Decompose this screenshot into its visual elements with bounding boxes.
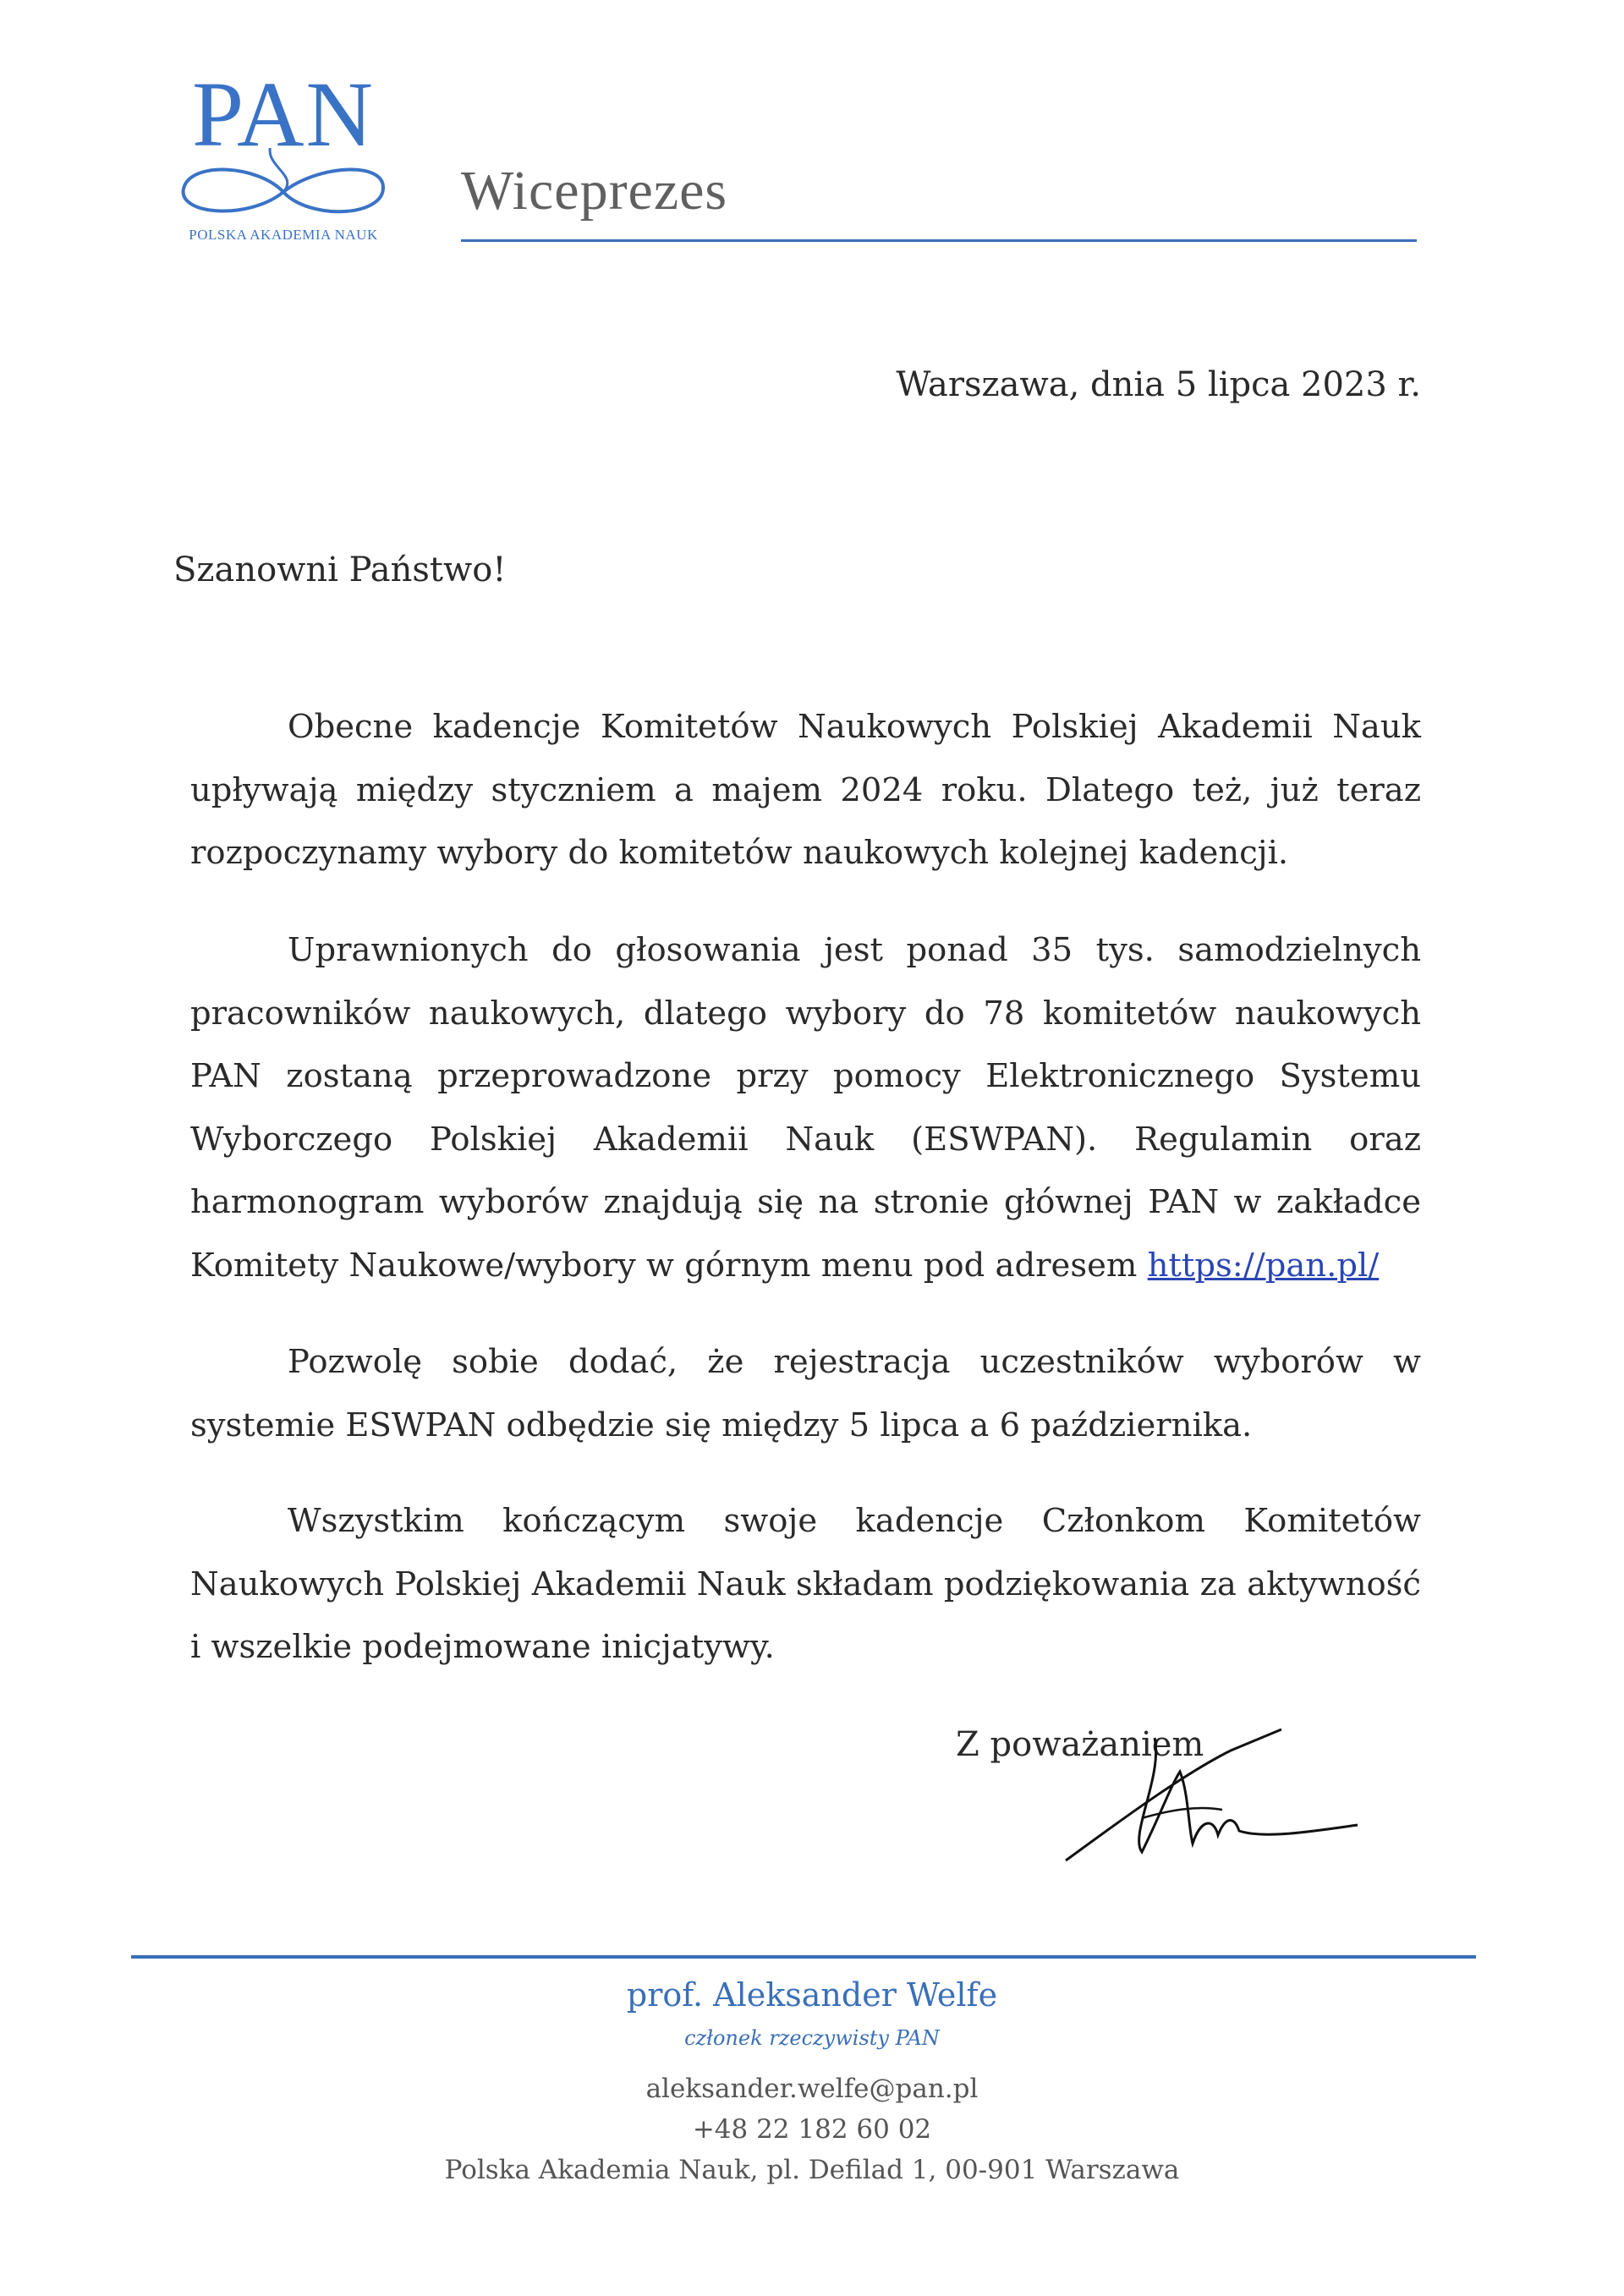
- signatory-role: członek rzeczywisty PAN: [684, 2026, 940, 2050]
- logo-subtitle: POLSKA AKADEMIA NAUK: [189, 227, 378, 243]
- footer-divider: [131, 1955, 1476, 1959]
- contact-email[interactable]: aleksander.welfe@pan.pl: [645, 2074, 979, 2104]
- header-divider: [461, 239, 1417, 242]
- letter-paragraph-1: [190, 696, 1421, 885]
- letter-greeting: Szanowni Państwo!: [173, 551, 507, 589]
- pan-website-link[interactable]: https://pan.pl/: [1147, 1246, 1380, 1285]
- paragraph-1-text: Obecne kadencje Komitetów Naukowych Polskiej Akademii Nauk upływają między styczniem a majem 2024 roku. Dlatego też, już teraz rozpoczynamy wybory do komitetów naukowych kolejnej kadencji.: [190, 708, 1421, 872]
- letter-paragraph-4: [190, 1490, 1421, 1680]
- paragraph-2-text: [190, 919, 1421, 1297]
- signatory-name: prof. Aleksander Welfe: [626, 1976, 998, 2014]
- paragraph-2-body: Uprawnionych do głosowania jest ponad 35 tys. samodzielnych pracowników naukowych, dlatego wybory do 78 komitetów naukowych PAN zostaną przeprowadzone przy pomocy Elektronicznego Systemu Wyborczego Polskiej Akademii Nauk (ESWPAN). Regulamin oraz harmonogram wyborów znajdują się na stronie głównej PAN w zakładce Komitety Naukowe/wybory w górnym menu pod adresem: [190, 931, 1421, 1285]
- letter-paragraph-2: [190, 919, 1421, 1297]
- letter-closing: Z poważaniem: [956, 1725, 1204, 1764]
- handwritten-signature-icon: [1062, 1725, 1374, 1869]
- letter-paragraph-3: [190, 1331, 1421, 1457]
- office-title: Wiceprezes: [461, 160, 728, 222]
- contact-address: Polska Akademia Nauk, pl. Defilad 1, 00-901 Warszawa: [444, 2155, 1180, 2185]
- contact-phone: +48 22 182 60 02: [692, 2114, 932, 2145]
- logo-infinity-swirl-icon: [173, 148, 393, 233]
- logo-text: PAN: [192, 63, 375, 166]
- pan-logo: [169, 63, 398, 249]
- paragraph-3-text: Pozwolę sobie dodać, że rejestracja uczestników wyborów w systemie ESWPAN odbędzie się między 5 lipca a 6 października.: [190, 1343, 1421, 1444]
- letter-date: Warszawa, dnia 5 lipca 2023 r.: [896, 365, 1421, 404]
- paragraph-4-text: Wszystkim kończącym swoje kadencje Członkom Komitetów Naukowych Polskiej Akademii Nauk składam podziękowania za aktywność i wszelkie podejmowane inicjatywy.: [190, 1502, 1421, 1666]
